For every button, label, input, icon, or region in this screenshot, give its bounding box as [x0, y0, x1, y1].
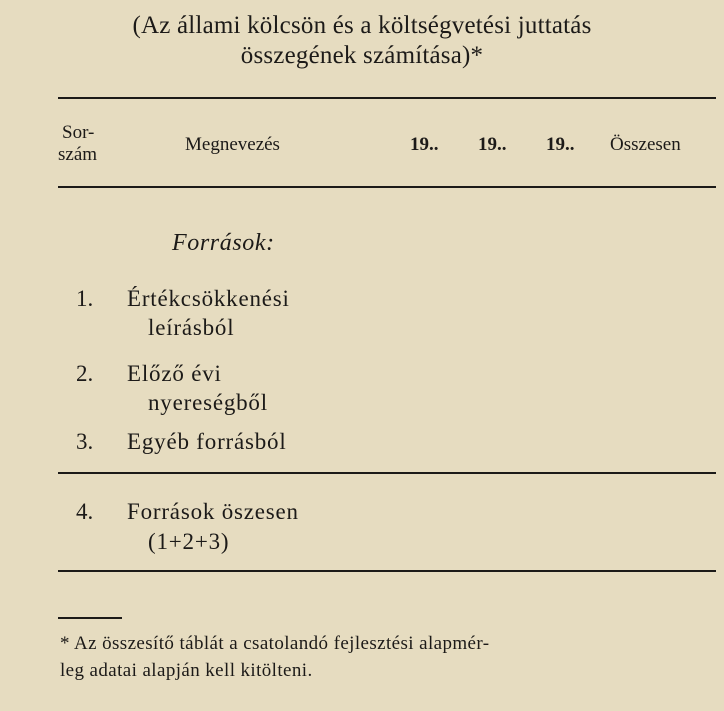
column-header-sor: Sor- — [62, 122, 95, 143]
column-header-name: Megnevezés — [185, 134, 280, 155]
row-label-continued: leírásból — [148, 315, 235, 340]
form-title-line-2: összegének számítása)* — [240, 42, 484, 69]
footnote-rule — [58, 617, 122, 619]
table-bottom-rule — [58, 570, 716, 572]
footnote-line-2: leg adatai alapján kell kitölteni. — [60, 660, 313, 681]
row-number: 2. — [76, 361, 94, 386]
table-total-rule — [58, 472, 716, 474]
row-label-continued: (1+2+3) — [148, 529, 230, 554]
row-label: Egyéb forrásból — [127, 429, 287, 454]
section-title-forrasok: Források: — [172, 230, 275, 256]
row-label: Előző évi — [127, 361, 222, 386]
column-header-year-2: 19.. — [478, 134, 507, 155]
row-label-continued: nyereségből — [148, 390, 268, 415]
row-number: 3. — [76, 429, 94, 454]
form-title-line-1: (Az állami kölcsön és a költségvetési juttatás — [132, 12, 592, 39]
column-header-year-3: 19.. — [546, 134, 575, 155]
footnote — [60, 630, 720, 684]
table-top-rule — [58, 97, 716, 99]
column-header-total: Összesen — [610, 134, 681, 155]
column-header-year-1: 19.. — [410, 134, 439, 155]
row-label: Értékcsökkenési — [127, 286, 290, 311]
column-header-szam: szám — [58, 144, 98, 165]
row-label: Források öszesen — [127, 499, 299, 524]
row-number: 1. — [76, 286, 94, 311]
footnote-line-1: * Az összesítő táblát a csatolandó fejlesztési alapmér- — [60, 633, 490, 654]
row-number: 4. — [76, 499, 94, 524]
table-header-rule — [58, 186, 716, 188]
